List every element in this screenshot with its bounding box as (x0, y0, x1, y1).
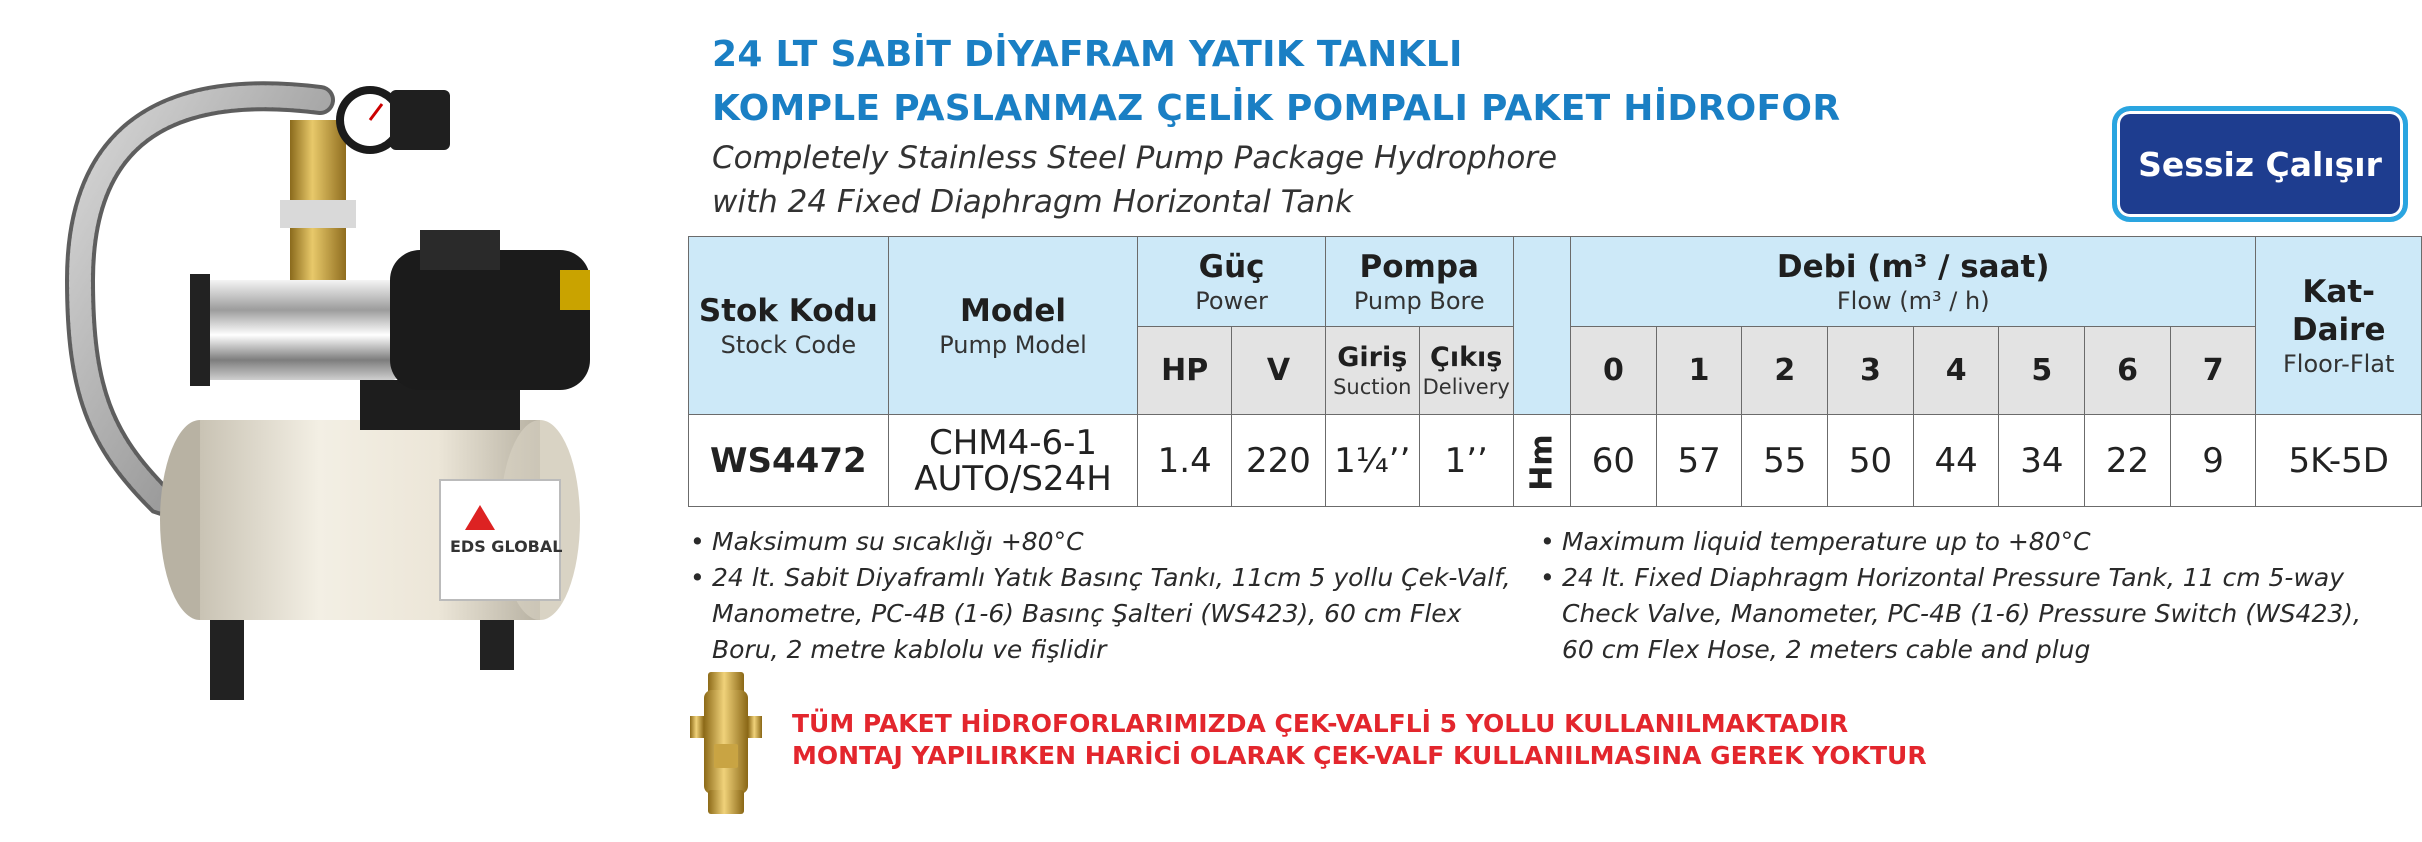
cell-stock-code: WS4472 (689, 415, 889, 507)
header-floor-label: Kat-Daire (2291, 273, 2386, 348)
spec-table (688, 236, 2422, 507)
bullet-dot: • (690, 563, 705, 592)
cell-floor: 5K-5D (2256, 415, 2422, 507)
list-item (1540, 524, 2390, 560)
header-power-label: Güç (1198, 248, 1265, 285)
header-stock-code (689, 237, 889, 415)
header-model-label: Model (960, 292, 1066, 329)
header-delivery-label: Çıkış (1430, 341, 1503, 373)
flow-point-label: 6 (2117, 353, 2138, 388)
header-v-label: V (1266, 353, 1291, 388)
header-power-en: Power (1195, 286, 1268, 315)
cell-head-3: 50 (1828, 415, 1914, 507)
header-model (888, 237, 1138, 415)
header-flow-point-0 (1571, 327, 1657, 415)
cell-head-1: 57 (1656, 415, 1742, 507)
header-flow-point-3 (1828, 327, 1914, 415)
header-hp-label: HP (1161, 353, 1209, 388)
header-pump-label: Pompa (1359, 248, 1479, 285)
cell-head-7: 9 (2170, 415, 2256, 507)
english-features-list (1540, 524, 2390, 668)
brand-label: EDS GLOBAL (450, 537, 563, 556)
silent-operation-badge: Sessiz Çalışır (2112, 106, 2408, 222)
header-flow-point-4 (1913, 327, 1999, 415)
feature-text: Maximum liquid temperature up to +80°C (1562, 527, 2091, 556)
flow-point-label: 4 (1945, 353, 1967, 388)
cell-suction: 1¼’’ (1325, 415, 1419, 507)
feature-text: Maksimum su sıcaklığı +80°C (712, 527, 1084, 556)
cell-head-4: 44 (1913, 415, 1999, 507)
cell-unit-hm (1513, 415, 1570, 507)
header-flow-point-5 (1999, 327, 2085, 415)
header-delivery (1419, 327, 1513, 415)
header-flow-en: Flow (m³ / h) (1836, 286, 1990, 315)
cell-hp: 1.4 (1138, 415, 1232, 507)
header-floor-en: Floor-Flat (2282, 349, 2395, 378)
turkish-features-list (690, 524, 1530, 668)
header-power (1138, 237, 1326, 327)
list-item (1540, 560, 2390, 668)
model-line-1: CHM4-6-1 (928, 422, 1098, 463)
header-flow-label: Debi (m³ / saat) (1776, 248, 2050, 285)
cell-delivery: 1’’ (1419, 415, 1513, 507)
header-v (1232, 327, 1326, 415)
header-unit-spacer (1513, 237, 1570, 415)
header-pump (1325, 237, 1513, 327)
flow-point-label: 1 (1688, 353, 1710, 388)
header-flow-point-6 (2085, 327, 2171, 415)
cell-head-6: 22 (2085, 415, 2171, 507)
notice-line-2: MONTAJ YAPILIRKEN HARİCİ OLARAK ÇEK-VALF KULLANILMASINA GEREK YOKTUR (792, 741, 1927, 770)
header-floor (2256, 237, 2422, 415)
check-valve-notice (792, 708, 1927, 772)
bullet-dot: • (1540, 563, 1555, 592)
hydrophore-product-image (40, 60, 620, 700)
cell-v: 220 (1232, 415, 1326, 507)
feature-text: 24 lt. Sabit Diyaframlı Yatık Basınç Tankı, 11cm 5 yollu Çek-Valf, Manometre, PC-4B (1-6) Basınç Şalteri (WS423), 60 cm Flex Boru, 2 metre kablolu ve fişlidir (712, 563, 1511, 664)
flow-point-label: 3 (1860, 353, 1881, 388)
english-title-line-2: with 24 Fixed Diaphragm Horizontal Tank (712, 184, 1354, 220)
header-pump-en: Pump Bore (1353, 286, 1485, 315)
notice-line-1: TÜM PAKET HİDROFORLARIMIZDA ÇEK-VALFLİ 5 YOLLU KULLANILMAKTADIR (792, 709, 1849, 738)
model-line-2: AUTO/S24H (914, 458, 1112, 499)
unit-hm-label: Hm (1524, 433, 1560, 491)
header-suction-en: Suction (1333, 374, 1412, 399)
check-valve-icon (690, 672, 762, 814)
flow-point-label: 7 (2202, 353, 2224, 388)
cell-head-2: 55 (1742, 415, 1828, 507)
list-item (690, 524, 1530, 560)
header-stock-code-en: Stock Code (720, 330, 857, 359)
header-flow (1571, 237, 2256, 327)
cell-head-5: 34 (1999, 415, 2085, 507)
cell-head-0: 60 (1571, 415, 1657, 507)
list-item (690, 560, 1530, 668)
bullet-dot: • (1540, 527, 1555, 556)
header-model-en: Pump Model (939, 330, 1087, 359)
header-delivery-en: Delivery (1422, 374, 1510, 399)
header-hp (1138, 327, 1232, 415)
feature-text: 24 lt. Fixed Diaphragm Horizontal Pressure Tank, 11 cm 5-way Check Valve, Manometer, PC-4B (1-6) Pressure Switch (WS423), 60 cm Flex Hose, 2 meters cable and plug (1562, 563, 2361, 664)
bullet-dot: • (690, 527, 705, 556)
header-flow-point-7 (2170, 327, 2256, 415)
header-stock-code-label: Stok Kodu (698, 292, 878, 329)
header-flow-point-2 (1742, 327, 1828, 415)
header-suction-label: Giriş (1337, 341, 1408, 373)
english-title-line-1: Completely Stainless Steel Pump Package Hydrophore (712, 140, 1558, 176)
title-line-2: KOMPLE PASLANMAZ ÇELİK POMPALI PAKET HİDROFOR (712, 88, 1841, 129)
table-row (689, 415, 2422, 507)
flow-point-label: 5 (2031, 353, 2053, 388)
title-line-1: 24 LT SABİT DİYAFRAM YATIK TANKLI (712, 34, 1463, 75)
flow-point-label: 2 (1774, 353, 1796, 388)
title-block (712, 28, 1912, 224)
cell-model (888, 415, 1138, 507)
header-flow-point-1 (1656, 327, 1742, 415)
header-suction (1325, 327, 1419, 415)
flow-point-label: 0 (1602, 353, 1624, 388)
